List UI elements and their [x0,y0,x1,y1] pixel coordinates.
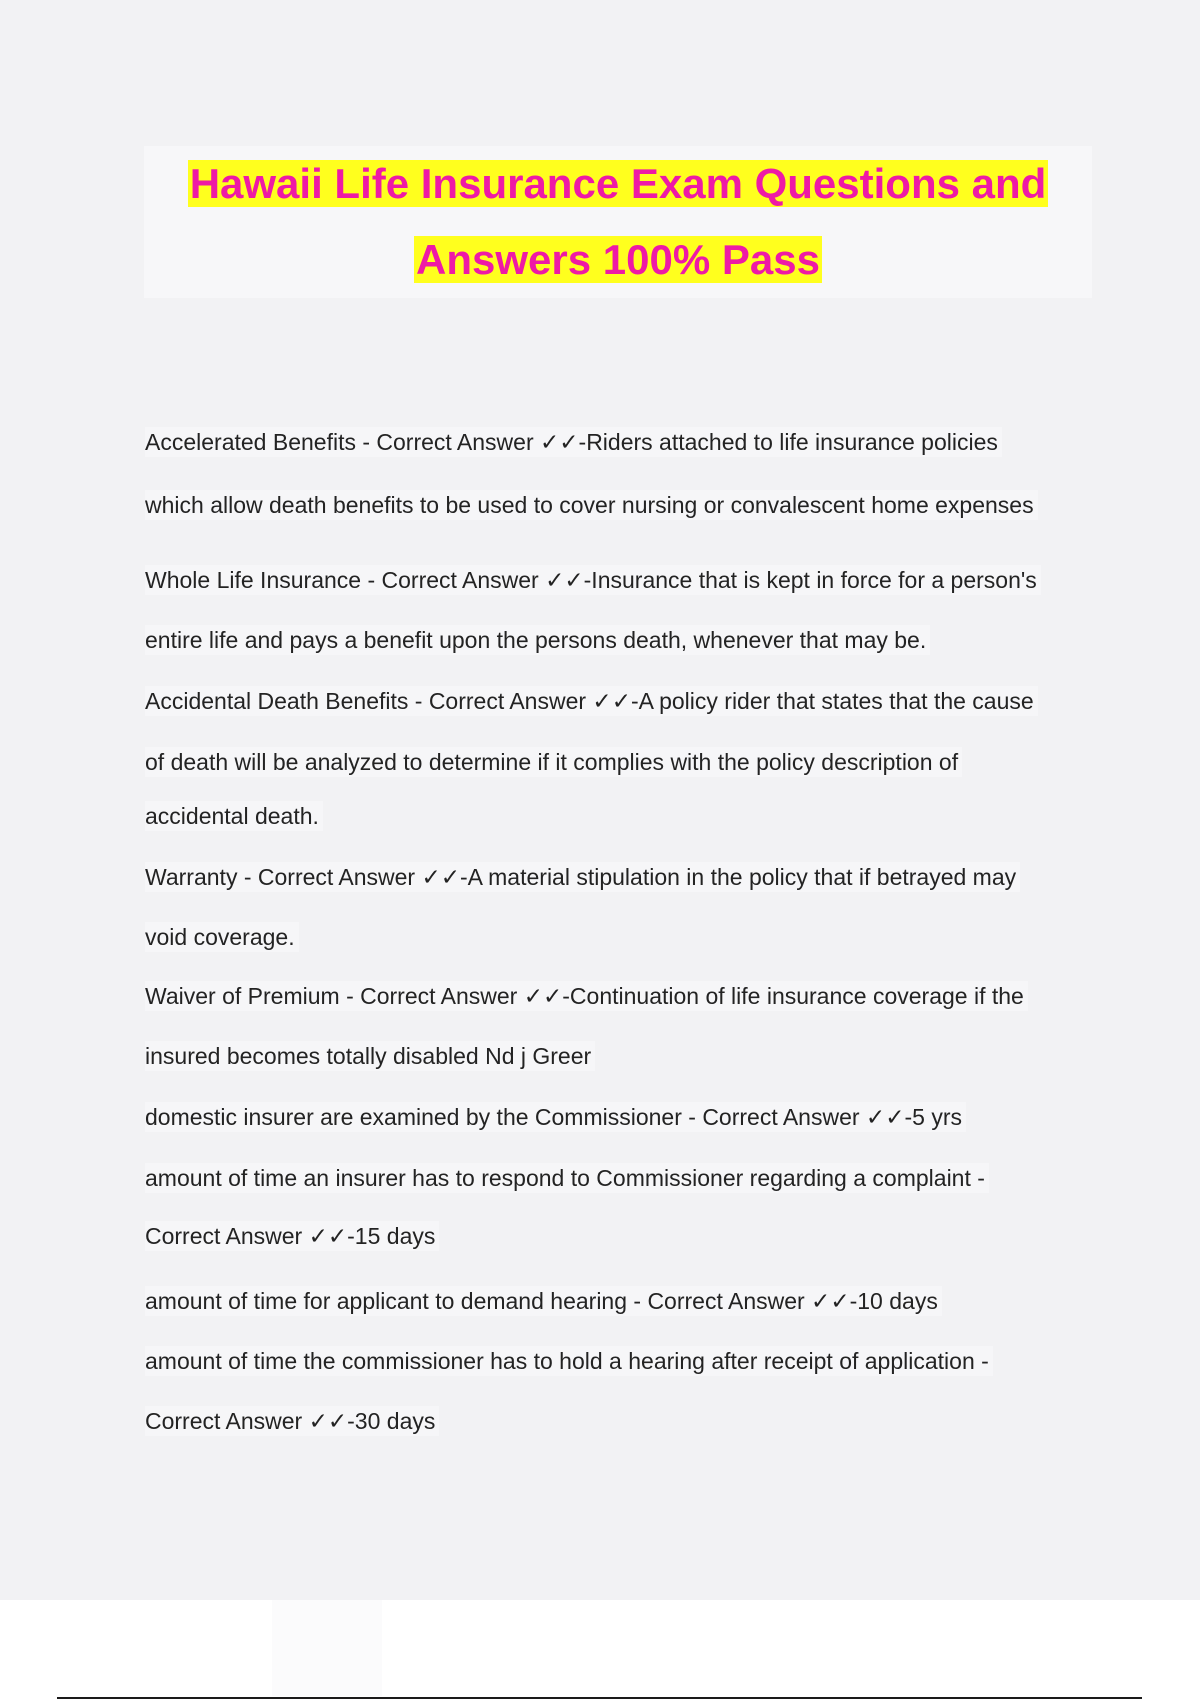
entry-line: Accidental Death Benefits - Correct Answer ✓✓-A policy rider that states that the cause [145,686,1038,716]
title-line-2 [144,222,1092,298]
entry-line: Whole Life Insurance - Correct Answer ✓✓-Insurance that is kept in force for a person's [145,565,1041,595]
footer-divider [57,1697,1142,1699]
title-block [144,146,1092,298]
entry-line: insured becomes totally disabled Nd j Greer [145,1041,595,1071]
footer-blank-area [272,1600,382,1696]
entry-line: Accelerated Benefits - Correct Answer ✓✓-Riders attached to life insurance policies [145,427,1002,457]
entry-line: which allow death benefits to be used to cover nursing or convalescent home expenses [145,490,1038,520]
entry-line: Correct Answer ✓✓-15 days [145,1221,439,1251]
title-line-1 [144,146,1092,222]
entry-line: amount of time for applicant to demand hearing - Correct Answer ✓✓-10 days [145,1286,942,1316]
entry-line: amount of time an insurer has to respond to Commissioner regarding a complaint - [145,1163,989,1193]
document-title-part-1: Hawaii Life Insurance Exam Questions and [189,160,1047,207]
entry-line: of death will be analyzed to determine if it complies with the policy description of [145,747,962,777]
document-title-part-2: Answers 100% Pass [416,236,820,283]
entry-line: accidental death. [145,801,323,831]
entry-line: Warranty - Correct Answer ✓✓-A material stipulation in the policy that if betrayed may [145,862,1020,892]
entry-line: void coverage. [145,922,299,952]
entry-line: domestic insurer are examined by the Commissioner - Correct Answer ✓✓-5 yrs [145,1102,966,1132]
entry-line: entire life and pays a benefit upon the persons death, whenever that may be. [145,625,930,655]
entry-line: amount of time the commissioner has to hold a hearing after receipt of application - [145,1346,993,1376]
entry-line: Waiver of Premium - Correct Answer ✓✓-Continuation of life insurance coverage if the [145,981,1028,1011]
entry-line: Correct Answer ✓✓-30 days [145,1406,439,1436]
